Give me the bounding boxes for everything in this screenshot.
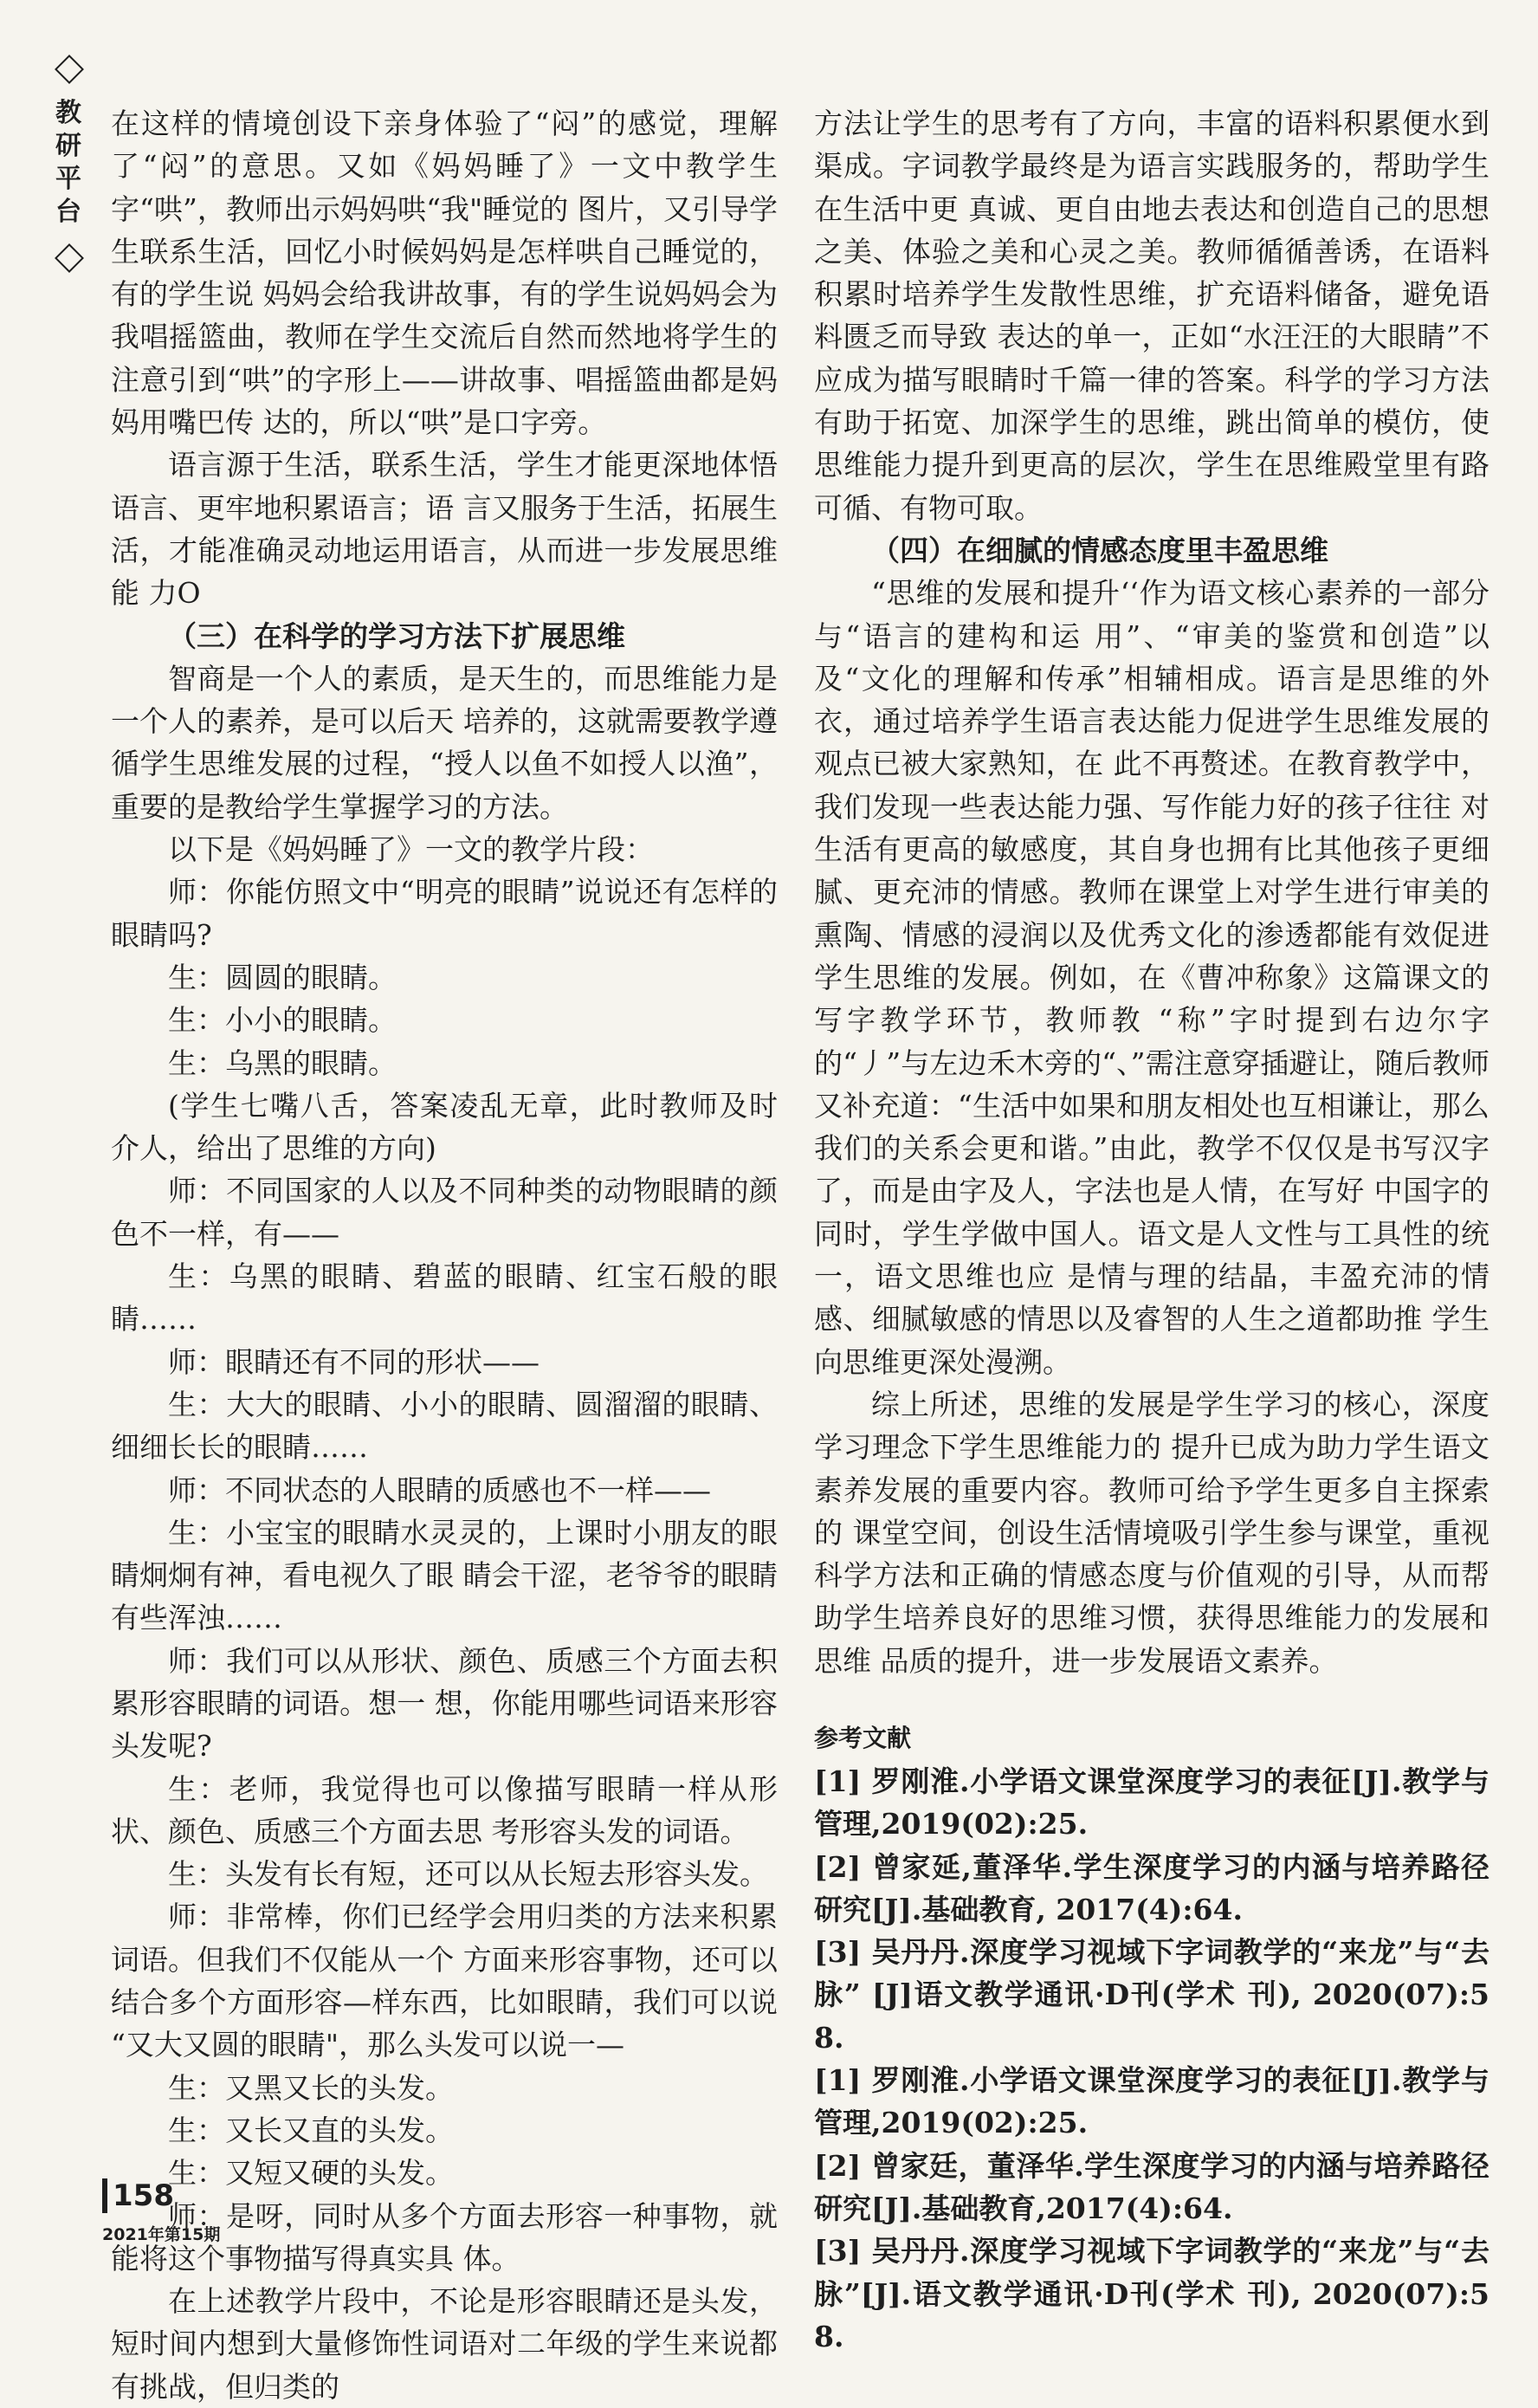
body-paragraph: 师：我们可以从形状、颜色、质感三个方面去积累形容眼睛的词语。想一 想，你能用哪些词语来形容头发呢? xyxy=(111,1643,778,1764)
body-paragraph: (学生七嘴八舌，答案凌乱无章，此时教师及时介人，给出了思维的方向) xyxy=(111,1088,778,1166)
body-paragraph: 智商是一个人的素质，是天生的，而思维能力是一个人的素养，是可以后天 培养的，这就需要教学遵循学生思维发展的过程，“授人以鱼不如授人以渔”，重要的是教给学生掌握学习的方法。 xyxy=(111,661,778,824)
body-paragraph: 师：你能仿照文中“明亮的眼睛”说说还有怎样的眼睛吗? xyxy=(111,875,778,952)
section-title xyxy=(43,97,95,229)
body-paragraph: 方法让学生的思考有了方向，丰富的语料积累便水到渠成。字词教学最终是为语言实践服务的，帮助学生在生活中更 真诚、更自由地去表达和创造自己的思想之美、体验之美和心灵之美。教师循循善诱，在语料积累时培养学生发散性思维，扩充语料储备，避免语料匮乏而导致 表达的单一，正如“水汪汪的大眼睛”不应成为描写眼睛时千篇一律的答案。科学的学习方法有助于拓宽、加深学生的思维，跳出简单的模仿，使思维能力提升到更高的层次，学生在思维殿堂里有路可循、有物可取。 xyxy=(814,107,1490,525)
body-paragraph: 综上所述，思维的发展是学生学习的核心，深度学习理念下学生思维能力的 提升已成为助力学生语文素养发展的重要内容。教师可给予学生更多自主探索的 课堂空间，创设生活情境吸引学生参与课堂，重视科学方法和正确的情感态度与价值观的引导，从而帮助学生培养良好的思维习惯，获得思维能力的发展和思维 品质的提升，进一步发展语文素养。 xyxy=(814,1387,1490,1678)
section-title-char: 台 xyxy=(55,197,83,227)
body-paragraph: 师：眼睛还有不同的形状—— xyxy=(168,1344,540,1379)
reference-item: [3] 吴丹丹.深度学习视域下字词教学的“来龙”与“去脉”[J].语文教学通讯·D刊(学术 刊), 2020(07):58. xyxy=(814,2234,1490,2353)
body-paragraph: 生：又短又硬的头发。 xyxy=(168,2156,454,2191)
reference-item: [2] 曾家廷，董泽华.学生深度学习的内涵与培养路径研究[J].基础教育,2017(4):64. xyxy=(814,2148,1490,2225)
section-title-char: 研 xyxy=(55,131,83,161)
right-column-body xyxy=(814,102,1490,1682)
body-paragraph: 生：乌黑的眼睛、碧蓝的眼睛、红宝石般的眼睛…… xyxy=(111,1259,778,1337)
body-paragraph: 师：非常棒，你们已经学会用归类的方法来积累词语。但我们不仅能从一个 方面来形容事物，还可以结合多个方面形容—样东西，比如眼睛，我们可以说 “又大又圆的眼睛"，那么头发可以说一— xyxy=(111,1900,778,2062)
body-paragraph: 生：老师，我觉得也可以像描写眼睛一样从形状、颜色、质感三个方面去思 考形容头发的词语。 xyxy=(111,1771,778,1848)
right-column xyxy=(814,102,1490,2358)
section-heading: （三）在科学的学习方法下扩展思维 xyxy=(168,618,625,653)
section-sidebar xyxy=(43,54,95,269)
section-title-char: 教 xyxy=(55,98,83,128)
references-title: 参考文献 xyxy=(814,1723,912,1752)
issue-label: 2021年第15期 xyxy=(102,2225,221,2244)
body-paragraph: 生：又黑又长的头发。 xyxy=(168,2070,454,2105)
body-paragraph: 生：大大的眼睛、小小的眼睛、圆溜溜的眼睛、细细长长的眼睛…… xyxy=(111,1387,778,1465)
section-title-char: 平 xyxy=(55,164,83,194)
body-paragraph: 语言源于生活，联系生活，学生才能更深地体悟语言、更牢地积累语言；语 言又服务于生活，拓展生活，才能准确灵动地运用语言，从而进一步发展思维能 力O xyxy=(111,448,778,611)
body-paragraph: 在上述教学片段中，不论是形容眼睛还是头发，短时间内想到大量修饰性词语对二年级的学生来说都有挑战，但归类的 xyxy=(111,2284,778,2404)
body-paragraph: 师：不同国家的人以及不同种类的动物眼睛的颜色不一样，有—— xyxy=(111,1174,778,1251)
body-paragraph: 师：不同状态的人眼睛的质感也不一样—— xyxy=(168,1473,711,1507)
body-paragraph: 生：小小的眼睛。 xyxy=(168,1003,397,1038)
body-paragraph: 生：乌黑的眼睛。 xyxy=(168,1045,397,1080)
diamond-ornament-top xyxy=(55,55,84,84)
body-paragraph: 生：小宝宝的眼睛水灵灵的，上课时小朋友的眼睛炯炯有神，看电视久了眼 睛会干涩，老爷爷的眼睛有些浑浊…… xyxy=(111,1515,778,1635)
reference-item: [1] 罗刚淮.小学语文课堂深度学习的表征[J].教学与管理,2019(02):25. xyxy=(814,1764,1490,1842)
body-paragraph: “思维的发展和提升‘‘作为语文核心素养的一部分与“语言的建构和运 用”、“审美的鉴赏和创造”以及“文化的理解和传承”相辅相成。语言是思维的外衣，通过培养学生语言表达能力促进学生思维发展的观点已被大家熟知，在 此不再赘述。在教育教学中，我们发现一些表达能力强、写作能力好的孩子往往 对生活有更高的敏感度，其自身也拥有比其他孩子更细腻、更充沛的情感。教师在课堂上对学生进行审美的熏陶、情感的浸润以及优秀文化的渗透都能有效促进学生思维的发展。例如，在《曹冲称象》这篇课文的写字教学环节，教师教 “称”字时提到右边尔字的“丿”与左边禾木旁的“、”需注意穿插避让，随后教师又补充道：“生活中如果和朋友相处也互相谦让，那么我们的关系会更和谐。”由此，教学不仅仅是书写汉字了，而是由字及人，字法也是人情，在写好 中国字的同时，学生学做中国人。语文是人文性与工具性的统一，语文思维也应 是情与理的结晶，丰盈充沛的情感、细腻敏感的情思以及睿智的人生之道都助推 学生向思维更深处漫溯。 xyxy=(814,576,1490,1379)
body-paragraph: 生：又长又直的头发。 xyxy=(168,2113,454,2147)
reference-item: [2] 曾家延,董泽华.学生深度学习的内涵与培养路径研究[J].基础教育, 2017(4):64. xyxy=(814,1849,1490,1926)
references-section xyxy=(814,1717,1490,2358)
body-paragraph: 生：头发有长有短，还可以从长短去形容头发。 xyxy=(168,1857,768,1892)
reference-item: [1] 罗刚淮.小学语文课堂深度学习的表征[J].教学与管理,2019(02):25. xyxy=(814,2063,1490,2140)
page-number: 158 xyxy=(102,2178,220,2213)
reference-item: [3] 吴丹丹.深度学习视域下字词教学的“来龙”与“去脉” [J]语文教学通讯·D刊(学术 刊), 2020(07):58. xyxy=(814,1935,1490,2055)
section-heading: （四）在细腻的情感态度里丰盈思维 xyxy=(871,533,1328,567)
diamond-ornament-bottom xyxy=(55,243,84,273)
body-paragraph: 生：圆圆的眼睛。 xyxy=(168,960,397,994)
body-paragraph: 以下是《妈妈睡了》一文的教学片段： xyxy=(168,832,654,867)
left-column xyxy=(111,102,778,2408)
page-footer xyxy=(102,2178,220,2245)
body-paragraph: 在这样的情境创设下亲身体验了“闷”的感觉，理解了“闷”的意思。又如《妈妈睡了》一文中教学生字“哄”，教师出示妈妈哄“我"睡觉的 图片，又引导学生联系生活，回忆小时候妈妈是怎样哄自己睡觉的，有的学生说 妈妈会给我讲故事，有的学生说妈妈会为我唱摇篮曲，教师在学生交流后自然而然地将学生的注意引到“哄”的字形上——讲故事、唱摇篮曲都是妈妈用嘴巴传 达的，所以“哄”是口字旁。 xyxy=(111,107,778,440)
references-list xyxy=(814,1760,1490,2358)
body-paragraph: 师：是呀，同时从多个方面去形容一种事物，就能将这个事物描写得真实具 体。 xyxy=(111,2198,778,2275)
